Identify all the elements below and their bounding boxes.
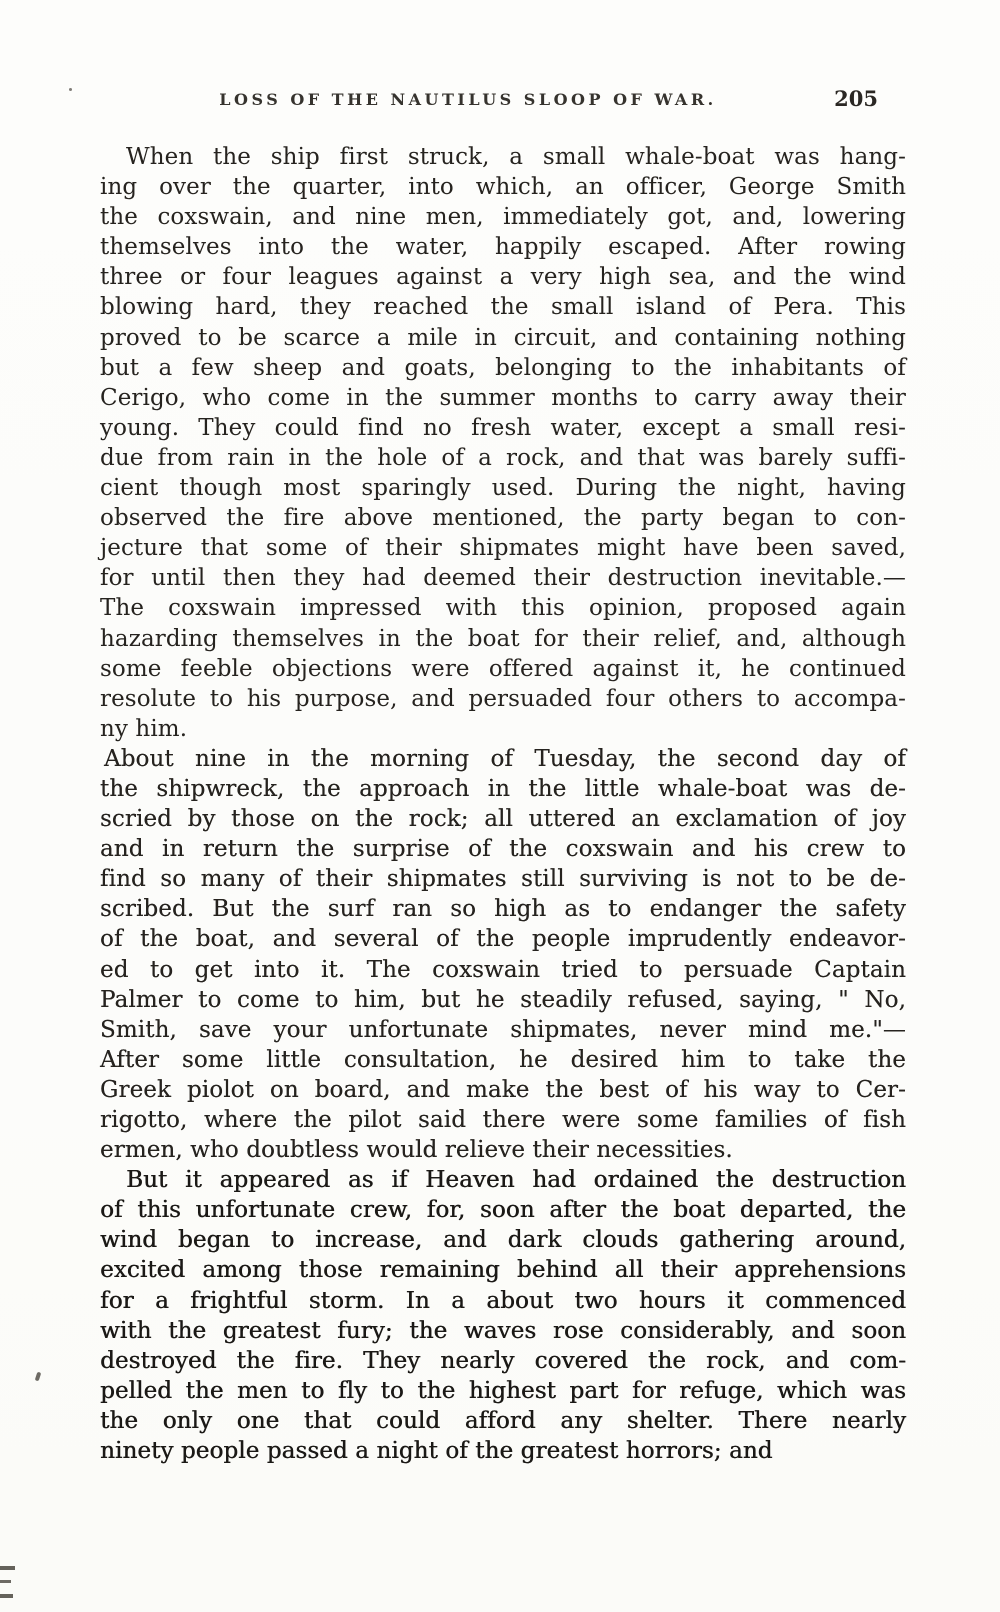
paragraph <box>100 744 906 1165</box>
text-line: The coxswain impressed with this opinion, proposed again <box>100 595 906 622</box>
text-line: ninety people passed a night of the greatest horrors; and <box>100 1438 773 1465</box>
text-line: When the ship first struck, a small whale-boat was hang- <box>126 144 906 170</box>
body-text <box>100 142 906 1466</box>
text-line: resolute to his purpose, and persuaded four others to accompa- <box>100 685 906 712</box>
running-title: LOSS OF THE NAUTILUS SLOOP OF WAR. <box>219 90 717 109</box>
text-line: wind began to increase, and dark clouds gathering around, <box>100 1227 906 1254</box>
text-line: Cerigo, who come in the summer months to carry away their <box>100 384 906 411</box>
text-line: hazarding themselves in the boat for their relief, and, although <box>100 625 906 652</box>
scan-artifact-margin-mark <box>35 1372 42 1382</box>
text-line: ermen, who doubtless would relieve their necessities. <box>100 1137 733 1164</box>
scan-artifact-corner-mark <box>0 1566 15 1570</box>
text-line: jecture that some of their shipmates might have been saved, <box>100 535 906 562</box>
text-line: After some little consultation, he desired him to take the <box>100 1046 906 1073</box>
text-line: ed to get into it. The coxswain tried to persuade Captain <box>100 956 906 983</box>
paragraph <box>100 1165 906 1466</box>
text-line: the shipwreck, the approach in the little whale-boat was de- <box>100 775 906 802</box>
paragraph <box>100 142 906 744</box>
text-line: Smith, save your unfortunate shipmates, never mind me."— <box>100 1016 906 1043</box>
text-line: Greek piolot on board, and make the best of his way to Cer- <box>100 1076 906 1103</box>
text-line: excited among those remaining behind all their apprehensions <box>100 1257 906 1284</box>
text-line: the coxswain, and nine men, immediately got, and, lowering <box>100 204 906 231</box>
text-line: due from rain in the hole of a rock, and that was barely suffi- <box>100 444 906 471</box>
text-line: find so many of their shipmates still surviving is not to be de- <box>100 866 906 893</box>
text-line: young. They could find no fresh water, except a small resi- <box>100 414 906 441</box>
text-line: for a frightful storm. In a about two hours it commenced <box>100 1287 906 1314</box>
text-line: the only one that could afford any shelter. There nearly <box>100 1407 906 1434</box>
text-line: but a few sheep and goats, belonging to the inhabitants of <box>100 354 906 381</box>
scan-artifact-corner-mark <box>0 1594 13 1598</box>
text-line: for until then they had deemed their destruction inevitable.— <box>100 565 906 592</box>
text-line: some feeble objections were offered against it, he continued <box>100 655 906 682</box>
text-line: themselves into the water, happily escaped. After rowing <box>100 234 906 261</box>
text-line: three or four leagues against a very high sea, and the wind <box>100 264 906 291</box>
text-line: ny him. <box>100 715 188 742</box>
text-line: But it appeared as if Heaven had ordained the destruction <box>126 1167 906 1194</box>
text-line: blowing hard, they reached the small island of Pera. This <box>100 294 906 321</box>
text-line: ing over the quarter, into which, an officer, George Smith <box>100 174 906 201</box>
text-line: scried by those on the rock; all uttered an exclamation of joy <box>100 806 906 833</box>
page-number: 205 <box>834 86 878 111</box>
text-line: proved to be scarce a mile in circuit, and containing nothing <box>100 324 906 351</box>
text-line: About nine in the morning of Tuesday, the second day of <box>104 745 906 772</box>
text-line: cient though most sparingly used. During the night, having <box>100 475 906 502</box>
text-line: with the greatest fury; the waves rose considerably, and soon <box>100 1317 906 1344</box>
text-line: observed the fire above mentioned, the party began to con- <box>100 505 906 532</box>
scan-artifact-dot <box>69 88 72 91</box>
text-line: scribed. But the surf ran so high as to endanger the safety <box>100 896 906 923</box>
text-line: of the boat, and several of the people imprudently endeavor- <box>100 926 906 953</box>
page-header <box>100 86 906 118</box>
text-line: destroyed the fire. They nearly covered the rock, and com- <box>100 1347 906 1374</box>
text-line: pelled the men to fly to the highest part for refuge, which was <box>100 1377 906 1404</box>
text-line: Palmer to come to him, but he steadily refused, saying, " No, <box>100 986 906 1013</box>
text-line: and in return the surprise of the coxswain and his crew to <box>100 836 906 863</box>
text-line: rigotto, where the pilot said there were some families of fish <box>100 1107 906 1133</box>
scan-artifact-corner-mark <box>0 1580 11 1583</box>
text-line: of this unfortunate crew, for, soon after the boat departed, the <box>100 1197 906 1224</box>
